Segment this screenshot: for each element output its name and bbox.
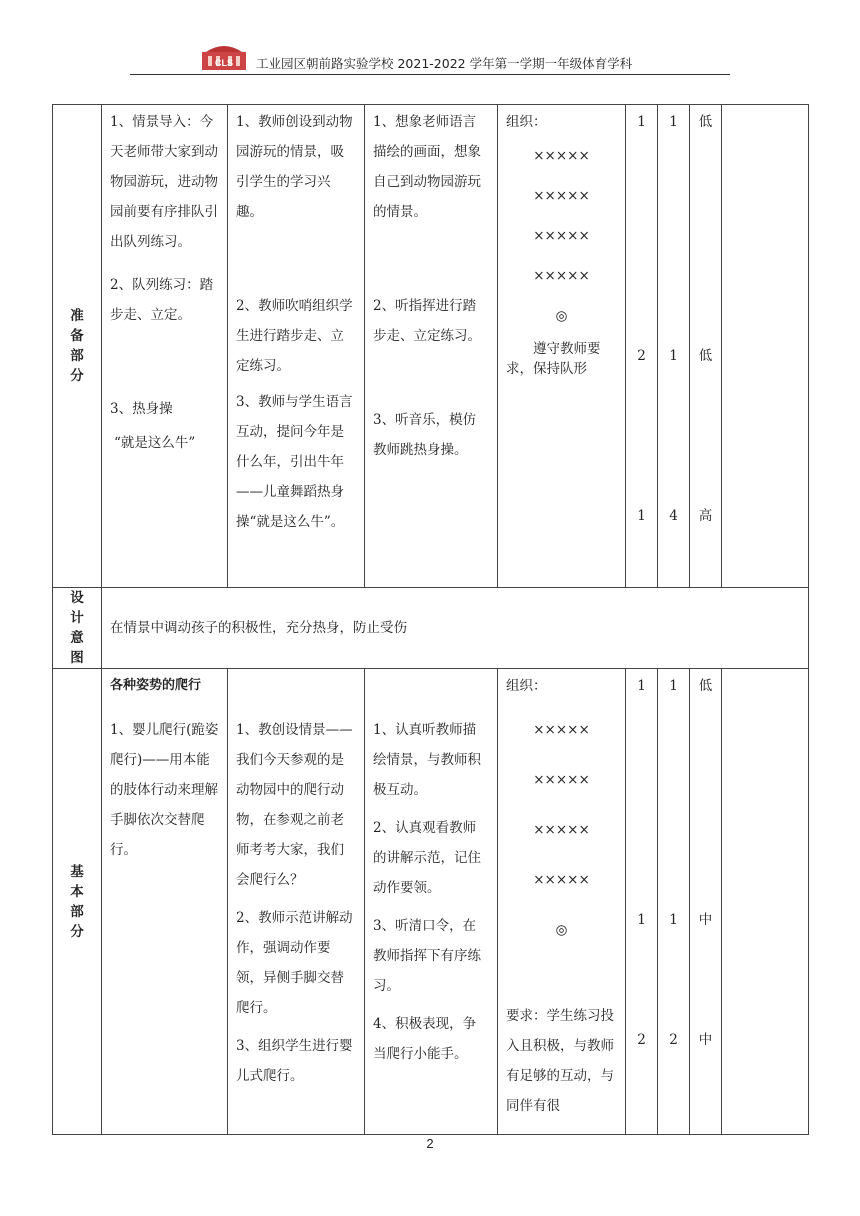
prep-teacher-cell <box>228 105 365 588</box>
teacher-position-icon: ◎ <box>555 922 568 938</box>
basic-c-1: 低 <box>698 678 713 694</box>
basic-row <box>53 669 809 1135</box>
prep-b-3: 4 <box>669 508 678 524</box>
basic-c-3: 中 <box>698 1032 713 1048</box>
intent-row <box>53 588 809 669</box>
prep-c-1: 低 <box>698 114 713 130</box>
prep-teacher-2: 2、教师吹哨组织学生进行踏步走、立定练习。 <box>236 298 353 374</box>
teacher-position-icon: ◎ <box>555 308 568 324</box>
basic-teacher-2: 2、教师示范讲解动作，强调动作要领，异侧手脚交替爬行。 <box>236 910 353 1016</box>
prep-c-2: 低 <box>698 348 713 364</box>
basic-formation-row: ××××× <box>533 722 590 738</box>
basic-section-label: 基本部分 <box>53 669 102 1135</box>
prep-teacher-3: 3、教师与学生语言互动，提问今年是什么年，引出牛年——儿童舞蹈热身操“就是这么牛”。 <box>236 394 353 530</box>
basic-col-c <box>690 669 722 1135</box>
page-number: 2 <box>426 1136 434 1151</box>
prep-content-3: 3、热身操 <box>110 401 173 417</box>
basic-b-3: 2 <box>669 1032 678 1048</box>
prep-b-1: 1 <box>669 114 678 130</box>
prep-col-a <box>626 105 658 588</box>
prep-col-b <box>658 105 690 588</box>
prep-teacher-1: 1、教师创设到动物园游玩的情景，吸引学生的学习兴趣。 <box>236 114 353 220</box>
basic-content-cell <box>102 669 228 1135</box>
basic-org-label: 组织： <box>506 678 547 694</box>
basic-notes-cell <box>722 669 809 1135</box>
prep-org-cell <box>498 105 626 588</box>
prep-org-requirement: 遵守教师要求，保持队形 <box>506 341 601 377</box>
prep-content-cell <box>102 105 228 588</box>
prep-student-2: 2、听指挥进行踏步走、立定练习。 <box>373 298 481 344</box>
prep-student-1: 1、想象老师语言描绘的画面，想象自己到动物园游玩的情景。 <box>373 114 481 220</box>
prep-student-3: 3、听音乐，模仿教师跳热身操。 <box>373 412 477 458</box>
prep-formation-row: ××××× <box>533 228 590 244</box>
prep-c-3: 高 <box>698 508 713 524</box>
basic-content-title: 各种姿势的爬行 <box>110 678 202 693</box>
basic-student-4: 4、积极表现，争当爬行小能手。 <box>373 1016 477 1062</box>
page-header <box>130 38 730 75</box>
basic-a-2: 1 <box>637 912 646 928</box>
basic-student-cell <box>365 669 498 1135</box>
school-logo <box>198 40 250 72</box>
prep-section-label: 准备部分 <box>53 105 102 588</box>
basic-teacher-1: 1、教创设情景——我们今天参观的是动物园中的爬行动物，在参观之前老师考考大家，我们会爬行么？ <box>236 722 353 888</box>
prep-row <box>53 105 809 588</box>
basic-org-requirement: 要求：学生练习投入且积极，与教师有足够的互动，与同伴有很 <box>506 1008 614 1114</box>
prep-a-1: 1 <box>637 114 646 130</box>
basic-b-1: 1 <box>669 678 678 694</box>
intent-section-label: 设计意图 <box>53 588 102 669</box>
basic-teacher-cell <box>228 669 365 1135</box>
prep-formation-row: ××××× <box>533 268 590 284</box>
prep-a-3: 1 <box>637 508 646 524</box>
intent-text: 在情景中调动孩子的积极性，充分热身，防止受伤 <box>110 620 407 636</box>
prep-col-c <box>690 105 722 588</box>
basic-formation-row: ××××× <box>533 872 590 888</box>
basic-col-a <box>626 669 658 1135</box>
prep-notes-cell <box>722 105 809 588</box>
prep-student-cell <box>365 105 498 588</box>
prep-a-2: 2 <box>637 348 646 364</box>
basic-b-2: 1 <box>669 912 678 928</box>
basic-a-3: 2 <box>637 1032 646 1048</box>
prep-content-1: 1、情景导入：今天老师带大家到动物园游玩，进动物园前要有序排队引出队列练习。 <box>110 114 218 250</box>
basic-student-3: 3、听清口令，在教师指挥下有序练习。 <box>373 918 481 994</box>
basic-col-b <box>658 669 690 1135</box>
basic-formation-row: ××××× <box>533 772 590 788</box>
prep-content-4: “就是这么牛” <box>114 435 196 451</box>
intent-text-cell <box>102 588 809 669</box>
prep-b-2: 1 <box>669 348 678 364</box>
prep-org-label: 组织： <box>506 114 547 130</box>
basic-c-2: 中 <box>698 912 713 928</box>
lesson-plan-table <box>52 104 809 1135</box>
basic-a-1: 1 <box>637 678 646 694</box>
basic-teacher-3: 3、组织学生进行婴儿式爬行。 <box>236 1038 353 1084</box>
basic-content-1: 1、婴儿爬行(跪姿爬行)——用本能的肢体行动来理解手脚依次交替爬行。 <box>110 722 219 858</box>
basic-student-2: 2、认真观看教师的讲解示范，记住动作要领。 <box>373 820 481 896</box>
basic-org-cell <box>498 669 626 1135</box>
prep-formation-row: ××××× <box>533 188 590 204</box>
prep-formation-row: ××××× <box>533 148 590 164</box>
svg-text:CLS: CLS <box>215 58 233 68</box>
header-title: 工业园区朝前路实验学校 2021-2022 学年第一学期一年级体育学科 <box>256 56 633 71</box>
basic-student-1: 1、认真听教师描绘情景，与教师积极互动。 <box>373 722 481 798</box>
basic-formation-row: ××××× <box>533 822 590 838</box>
prep-content-2: 2、队列练习：踏步走、立定。 <box>110 277 214 323</box>
